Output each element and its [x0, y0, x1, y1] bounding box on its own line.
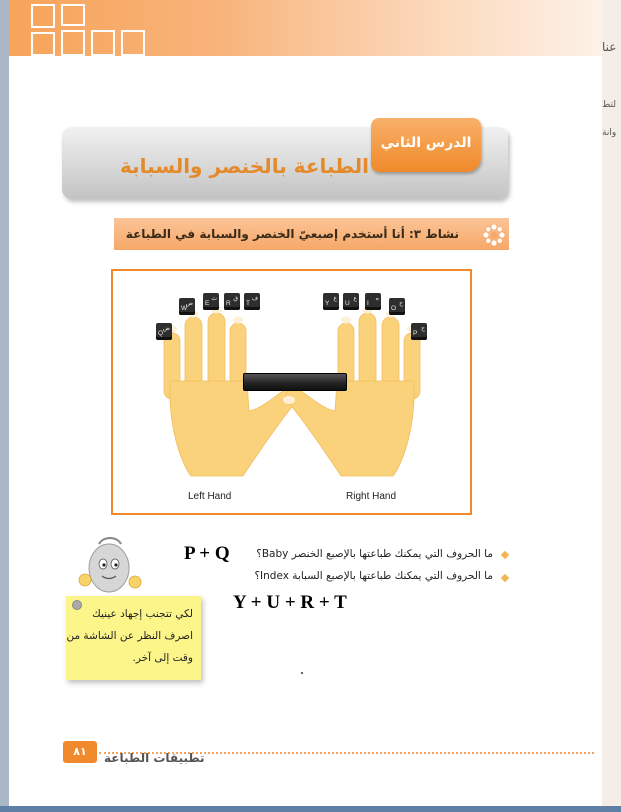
key-o: O خ [389, 298, 405, 315]
question-2: ما الحروف التي يمكنك طباعتها بالإصبع السبابة Index؟ [254, 570, 493, 582]
page-number: ٨١ [63, 741, 97, 763]
lesson-tab: الدرس الثاني [371, 118, 481, 172]
bullet-diamond-icon [501, 551, 509, 559]
key-q: Q ض [156, 323, 172, 340]
right-hand-label: Right Hand [346, 491, 397, 502]
key-u: U ع [343, 293, 359, 310]
key-p: P ح [411, 323, 427, 340]
key-e: E ث [203, 293, 219, 310]
pin-icon [72, 600, 82, 610]
spacebar-key [243, 373, 347, 391]
mouse-mascot [69, 536, 149, 598]
tip-line-3: وقت إلى آخر. [132, 652, 193, 664]
stray-dot [301, 672, 303, 674]
key-t: T ف [244, 293, 260, 310]
tip-note [66, 596, 201, 680]
activity-bar [114, 218, 509, 250]
adjacent-page-strip: عنا لتط وانة [596, 0, 621, 812]
flower-icon [482, 223, 506, 247]
answer-1: P + Q [184, 543, 230, 564]
textbook-page [9, 0, 602, 806]
activity-text: نشاط ٣: أنا أستخدم إصبعيّ الخنصر والسبابة في الطباعة [125, 227, 459, 241]
key-i: I ه [365, 293, 381, 310]
hands-illustration [113, 271, 470, 513]
book-title: تطبيقات الطباعة [104, 751, 205, 765]
lesson-title: الطباعة بالخنصر والسبابة [120, 154, 369, 178]
question-1: ما الحروف التي يمكنك طباعتها بالإصبع الخنصر Baby؟ [256, 548, 493, 560]
key-r: R ق [224, 293, 240, 310]
top-decorative-band [9, 0, 602, 56]
answer-2: Y + U + R + T [233, 592, 347, 613]
bullet-diamond-icon [501, 574, 509, 582]
window-bottom-edge [0, 806, 621, 812]
hands-keyboard-figure [111, 269, 472, 515]
tip-line-2: اصرف النظر عن الشاشة من [66, 630, 193, 642]
key-y: Y غ [323, 293, 339, 310]
key-w: W ص [179, 298, 195, 315]
left-hand-label: Left Hand [188, 491, 232, 502]
tip-line-1: لكي تتجنب إجهاد عينيك [92, 608, 193, 620]
